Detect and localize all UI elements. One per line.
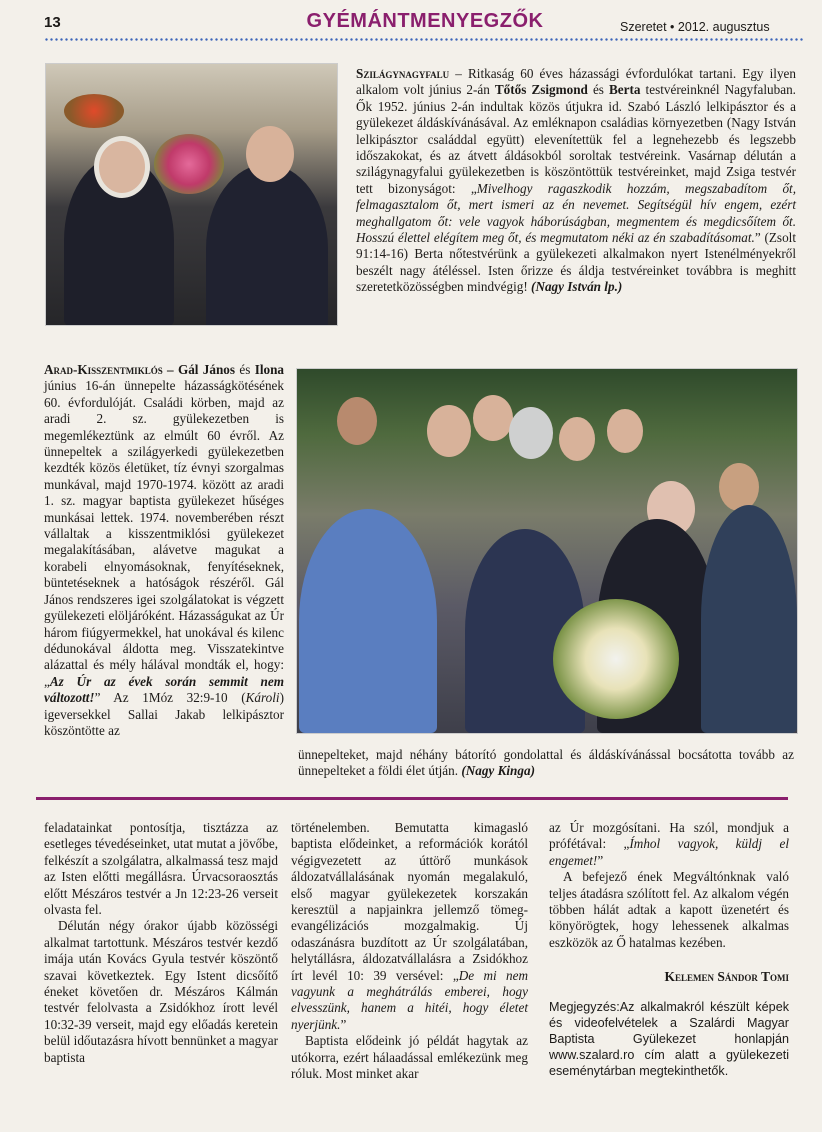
article2-quote: Az Úr az évek során semmit nem változott! [44,673,284,706]
article1-quote: Mivelhogy ragaszkodik hozzám, megszabadítom őt, felmagasztalom őt, mert ismeri az én nevemet. Segítségül hív engem, ezért meghallgatom őt: vele vagyok háborúságban, megmentem és megdicsőítem őt. Hosszú élettel elégítem meg őt, és megmutatom néki az én szabadításomat. [356,180,796,246]
article3-column-1: feladatainkat pontosítja, tisztázza az esetleges tévedéseinket, utat mutat a jövőbe, felkészít a szolgálatra, alkalmassá tesz majd az Isten előtti megállásra. Úrvacsoraosztás előtt Mészáros testvér a Jn 12:23-26 verseit olvasta fel. Délután négy órakor újabb közösségi alkalmat tartottunk. Mészáros testvér kezdő imája után Kovács Gyula testvér köszöntő szavai következtek. Egy Istent dicsőítő éneket követően dr. Mészáros Kálmán testvér felolvasta a Zsidókhoz írott levél 10:32-39 verseit, majd egy előadás keretein belül időutazásra hívott bennünket a magyar baptista [44,820,279,1065]
article1-name2: Berta [609,82,641,98]
couple-photo [45,63,338,326]
article3-quote-hebrews: De mi nem vagyunk a meghátrálás emberei, hogy elvesszünk, hanem a hitéi, hogy életet nyerjünk. [291,967,528,1032]
article1-text: Szilágynagyfalu – Ritkaság 60 éves házassági évfordulókat tartani. Egy ilyen alkalom volt június 2-án Tőtős Zsigmond és Berta testvéreinknél Nagyfaluban. Ők 1952. június 2-án indultak közös útjukra id. Szabó László lelkipásztor és a gyülekezet áldáskívánásával. Az emléknapon családias környezetben (Nagy István lelkipásztor családdal együtt) elevenítettük fel a legnehezebb és legszebb időszakokat, és az átvett áldásokból soroltak testvéreink. Vasárnap délután a szilágynagyfalui gyülekezetben is köszöntöttük testvéreinket, majd Zsiga testvér tett bizonyságot: „Mivelhogy ragaszkodik hozzám, megszabadítom őt, felmagasztalom őt, mert ismeri az én nevemet. Segítségül hív engem, ezért meghallgatom őt: vele vagyok háborúságban, megmentem és megdicsőítem őt. Hosszú élettel elégítem meg őt, és megmutatom néki az én szabadításomat.” (Zsolt 91:14-16) Berta nőtestvérünk a gyülekezeti alkalmakon nyert Istenélményekről beszélt nagy átéléssel. Isten őrizze és áldja testvéreinket továbbra is meghitt szeretetközösségben mindvégig! (Nagy István lp.) [356,66,796,295]
article1-name1: Tőtős Zsigmond [494,82,588,98]
section-divider [36,797,788,800]
article2-name1: Gál János [177,362,236,377]
article3-quote-prophet: Ímhol vagyok, küldj el engemet! [549,836,789,868]
issue-label: Szeretet • 2012. augusztus [620,20,770,34]
article1-signature: (Nagy István lp.) [531,279,623,295]
article2-name2: Ilona [254,362,285,377]
article3-column-3: az Úr mozgósítani. Ha szól, mondjuk a prófétával: „Ímhol vagyok, küldj el engemet!” A befejező ének Megváltónknak való teljes átadásra szólított fel. Az alkalom végén többen hálát adtak a kapott üzenetért és könyörögtek, hogy lehessenek alkalmas eszközök az Ő hatalmas kezében. Kelemen Sándor Tomi Megjegyzés:Az alkalmakról készült képek és videofelvételek a Szalárdi Magyar Baptista Gyülekezet honlapján www.szalard.ro cím alatt a gyülekezeti eseménytárban megtekinthetők. [549,820,789,1079]
article3-author: Kelemen Sándor Tomi [664,969,789,985]
article2-continuation: ünnepelteket, majd néhány bátorító gondolattal és áldáskívánással bocsátotta tovább az ünnepelteket a földi élet útján. (Nagy Kinga) [298,747,794,779]
family-group-photo [296,368,798,734]
article-arad-kisszentmiklos [44,362,284,739]
page-number: 13 [44,14,61,31]
article3-column-2: történelemben. Bemutatta kimagasló baptista elődeinket, a reformációk korától végigvezetett az úttörő munkások áldozatvállalásának nyomán megalakuló, első magyar gyülekezetek korszakán keresztül a napjainkra jellemző tömeg-evangélizációs mozgalmakig. Új odaszánásra buzdított az Úr szolgálatában, helytállásra, áldozatvállalásra a Zsidókhoz írt levél 10: 39 versével: „De mi nem vagyunk a meghátrálás emberei, hogy elvesszünk, hanem a hitéi, hogy életet nyerjünk.” Baptista elődeink jó példát hagytak az utókorra, ezért hálaadással emlékezünk meg róluk. Most minket akar [291,820,528,1082]
article2-signature: (Nagy Kinga) [461,763,535,779]
page-header [0,0,822,48]
article1-place: Szilágynagyfalu [356,66,450,81]
article-szilagynagyfalu [356,66,796,296]
article2-place: Arad-Kisszentmiklós [44,362,163,377]
header-dotted-rule [44,38,804,41]
article3-note: Megjegyzés:Az alkalmakról készült képek és videofelvételek a Szalárdi Magyar Baptista Gyülekezet honlapján www.szalard.ro cím alatt a gyülekezeti eseménytárban megtekinthetők. [549,1000,789,1079]
article2-text: Arad-Kisszentmiklós – Gál János és Ilona június 16-án ünnepelte házasságkötésének 60. évfordulóját. Családi körben, majd az aradi 2. sz. gyülekezetben is megemlékeztünk az elmúlt 60 évről. Az ünnepeltek a szilágyerkedi gyülekezetben kezdték közös életüket, tíz évnyi szorgalmas munkával, majd 1970-1974. között az aradi 1. sz. magyar baptista gyülekezet hűséges munkásai lettek. 1974. novemberében részt vállaltak a kisszentmiklósi gyülekezet megalakításában, alávetve magukat a korabeli elnyomásoknak, fenyítéseknek, büntetéseknek a hatóságok részéről. Gál János rendszeres igei szolgálatokat is végzett gyülekezeti elöljáróként. Házasságukat az Úr három fiúgyermekkel, hat unokával és kilenc dédunokával áldotta meg. Visszatekintve alázattal és mély hálával mondták el, hogy: „Az Úr az évek során semmit nem változott!” Az 1Móz 32:9-10 (Károli) igeversekkel Sallai Jakab lelkipásztor köszöntötte az [44,362,285,738]
section-title: GYÉMÁNTMENYEGZŐK [306,10,544,32]
